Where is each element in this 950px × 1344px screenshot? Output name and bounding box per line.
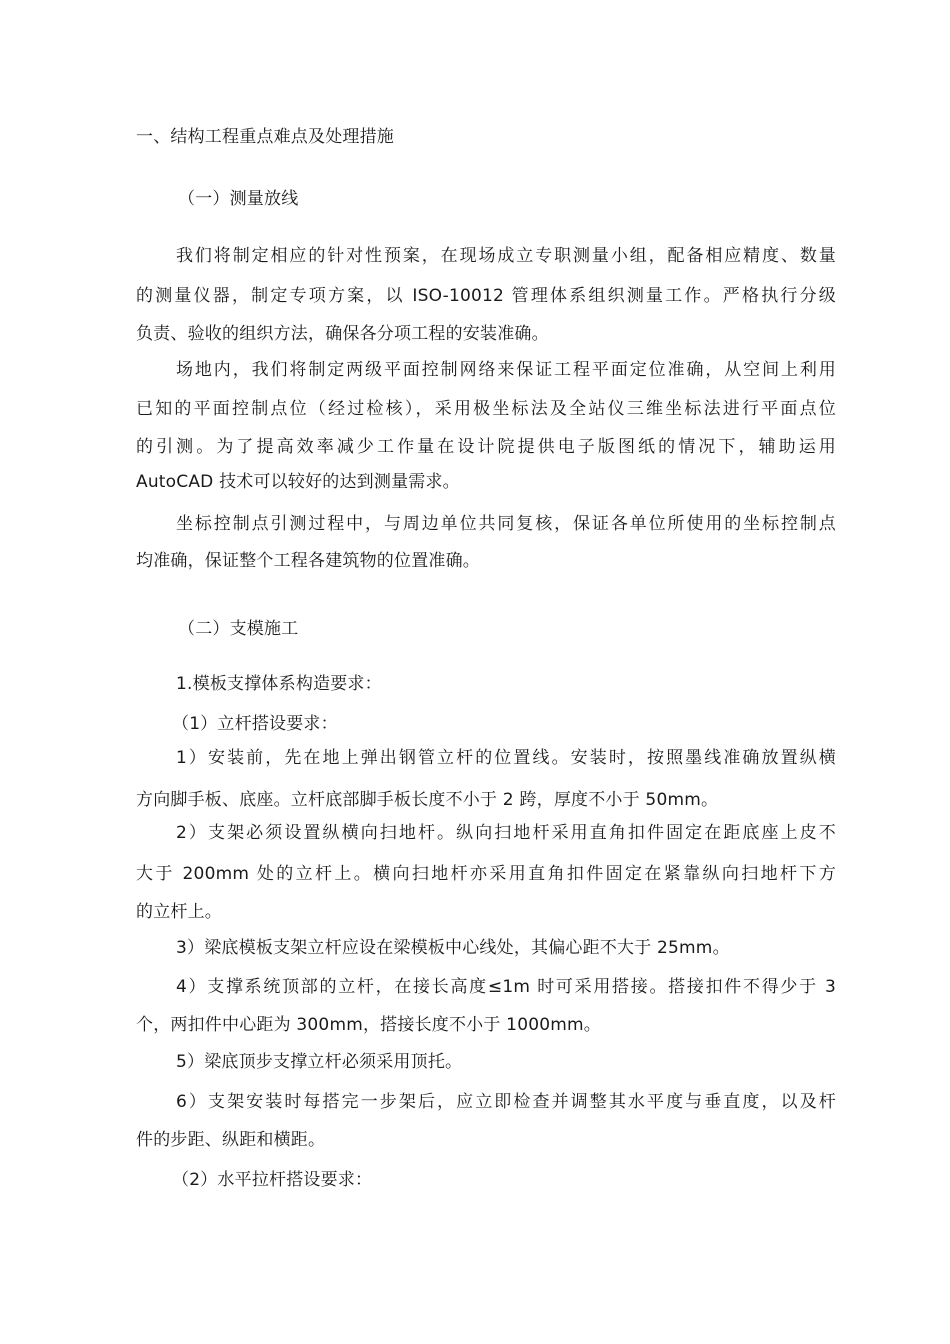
list-item-line: 1）安装前，先在地上弹出钢管立杆的位置线。安装时，按照墨线准确放置纵横 bbox=[176, 748, 836, 768]
list-item-line: 大于 200mm 处的立杆上。横向扫地杆亦采用直角扣件固定在紧靠纵向扫地杆下方 bbox=[136, 864, 836, 884]
section-title-surveying: （一）测量放线 bbox=[178, 189, 299, 209]
list-item-line: 5）梁底顶步支撑立杆必须采用顶托。 bbox=[176, 1052, 463, 1072]
list-item-line: 方向脚手板、底座。立杆底部脚手板长度不小于 2 跨，厚度不小于 50mm。 bbox=[136, 790, 719, 810]
list-item-line: 4）支撑系统顶部的立杆，在接长高度≤1m 时可采用搭接。搭接扣件不得少于 3 bbox=[176, 977, 836, 997]
paragraph-line: 坐标控制点引测过程中，与周边单位共同复核，保证各单位所使用的坐标控制点 bbox=[176, 514, 836, 534]
paragraph-line: AutoCAD 技术可以较好的达到测量需求。 bbox=[136, 472, 460, 492]
subsection-title: （2）水平拉杆搭设要求： bbox=[172, 1170, 373, 1190]
paragraph-line: 的测量仪器，制定专项方案，以 ISO-10012 管理体系组织测量工作。严格执行分级 bbox=[136, 286, 836, 306]
section-title-formwork: （二）支模施工 bbox=[178, 619, 299, 639]
paragraph-line: 已知的平面控制点位（经过检核），采用极坐标法及全站仪三维坐标法进行平面点位 bbox=[136, 399, 836, 419]
subsection-title: （1）立杆搭设要求： bbox=[172, 714, 338, 734]
list-item-line: 件的步距、纵距和横距。 bbox=[136, 1130, 326, 1150]
subsection-title: 1.模板支撑体系构造要求： bbox=[176, 674, 382, 694]
list-item-line: 2）支架必须设置纵横向扫地杆。纵向扫地杆采用直角扣件固定在距底座上皮不 bbox=[176, 823, 836, 843]
list-item-line: 3）梁底模板支架立杆应设在梁模板中心线处，其偏心距不大于 25mm。 bbox=[176, 938, 730, 958]
list-item-line: 的立杆上。 bbox=[136, 902, 222, 922]
paragraph-line: 场地内，我们将制定两级平面控制网络来保证工程平面定位准确，从空间上利用 bbox=[176, 360, 836, 380]
paragraph-line: 负责、验收的组织方法，确保各分项工程的安装准确。 bbox=[136, 324, 549, 344]
list-item-line: 个，两扣件中心距为 300mm，搭接长度不小于 1000mm。 bbox=[136, 1015, 601, 1035]
paragraph-line: 均准确，保证整个工程各建筑物的位置准确。 bbox=[136, 551, 480, 571]
paragraph-line: 我们将制定相应的针对性预案，在现场成立专职测量小组，配备相应精度、数量 bbox=[176, 246, 836, 266]
document-heading: 一、结构工程重点难点及处理措施 bbox=[136, 127, 394, 147]
list-item-line: 6）支架安装时每搭完一步架后，应立即检查并调整其水平度与垂直度，以及杆 bbox=[176, 1092, 836, 1112]
paragraph-line: 的引测。为了提高效率减少工作量在设计院提供电子版图纸的情况下，辅助运用 bbox=[136, 437, 836, 457]
